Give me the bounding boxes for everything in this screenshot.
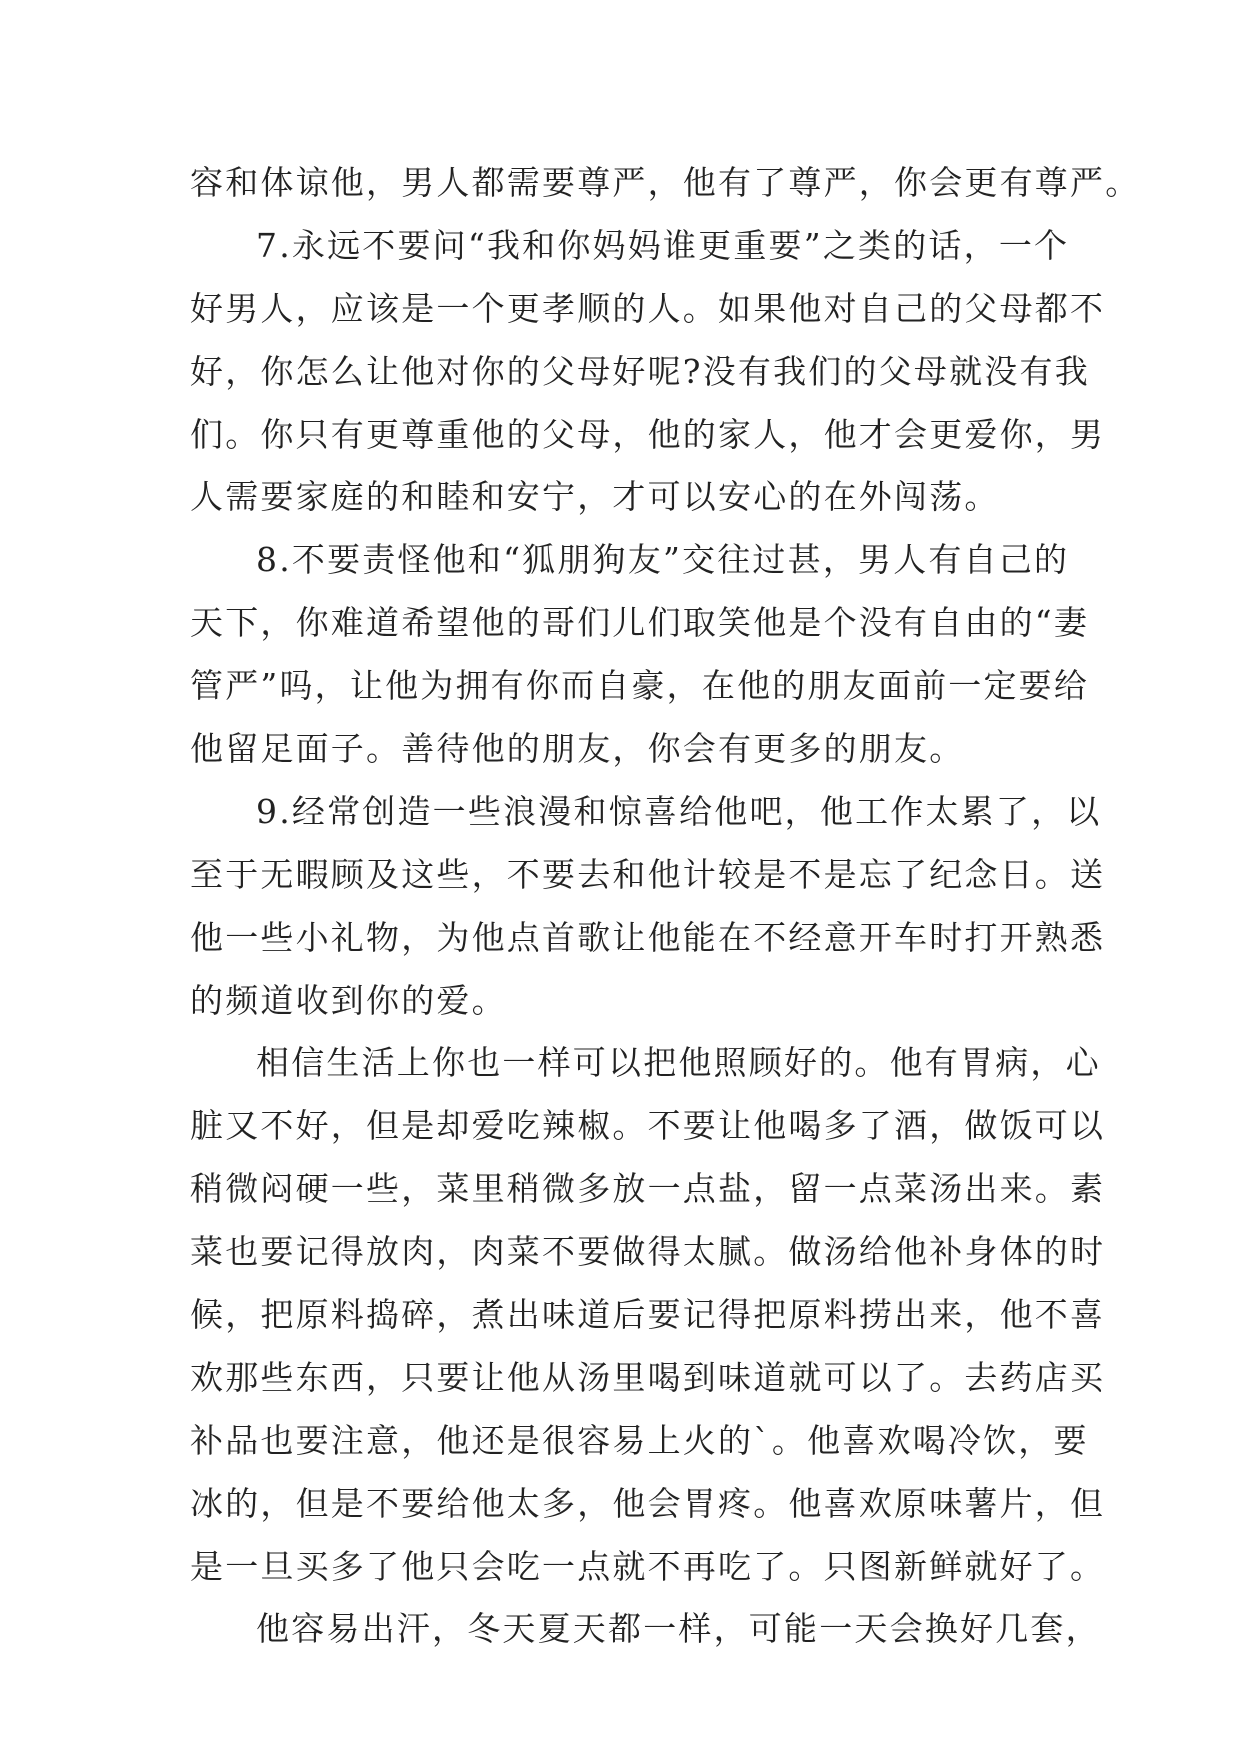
text-line: 管严”吗，让他为拥有你而自豪，在他的朋友面前一定要给 [190, 666, 1090, 706]
text-line: 稍微闷硬一些，菜里稍微多放一点盐，留一点菜汤出来。素 [190, 1169, 1106, 1209]
text-line: 的频道收到你的爱。 [190, 980, 507, 1020]
text-line: 容和体谅他，男人都需要尊严，他有了尊严，你会更有尊严。 [190, 163, 1141, 202]
text-line: 是一旦买多了他只会吃一点就不再吃了。只图新鲜就好了。 [190, 1546, 1106, 1586]
text-line: 们。你只有更尊重他的父母，他的家人，他才会更爱你，男 [190, 414, 1106, 454]
text-line: 他容易出汗，冬天夏天都一样，可能一天会换好几套， [256, 1609, 1101, 1649]
text-line: 好，你怎么让他对你的父母好呢?没有我们的父母就没有我 [190, 351, 1090, 391]
text-line: 人需要家庭的和睦和安宁，才可以安心的在外闯荡。 [190, 477, 1000, 517]
text-line: 8.不要责怪他和“狐朋狗友”交往过甚，男人有自己的 [256, 540, 1070, 580]
text-line: 候，把原料捣碎，煮出味道后要记得把原料捞出来，他不喜 [190, 1295, 1106, 1335]
text-line: 7.永远不要问“我和你妈妈谁更重要”之类的话，一个 [256, 225, 1070, 265]
text-line: 冰的，但是不要给他太多，他会胃疼。他喜欢原味薯片，但 [190, 1483, 1106, 1523]
text-line: 补品也要注意，他还是很容易上火的`。他喜欢喝冷饮，要 [190, 1420, 1089, 1460]
text-line: 天下，你难道希望他的哥们儿们取笑他是个没有自由的“妻 [190, 603, 1090, 643]
text-line: 脏又不好，但是却爱吃辣椒。不要让他喝多了酒，做饭可以 [190, 1106, 1106, 1146]
text-line: 9.经常创造一些浪漫和惊喜给他吧，他工作太累了，以 [256, 791, 1102, 831]
text-line: 他一些小礼物，为他点首歌让他能在不经意开车时打开熟悉 [190, 917, 1106, 957]
text-line: 他留足面子。善待他的朋友，你会有更多的朋友。 [190, 729, 965, 769]
text-line: 好男人，应该是一个更孝顺的人。如果他对自己的父母都不 [190, 288, 1106, 328]
text-line: 欢那些东西，只要让他从汤里喝到味道就可以了。去药店买 [190, 1357, 1106, 1397]
text-line: 至于无暇顾及这些，不要去和他计较是不是忘了纪念日。送 [190, 854, 1106, 894]
text-line: 相信生活上你也一样可以把他照顾好的。他有胃病，心 [256, 1043, 1101, 1083]
document-body-text [190, 152, 1141, 1661]
text-line: 菜也要记得放肉，肉菜不要做得太腻。做汤给他补身体的时 [190, 1232, 1106, 1272]
